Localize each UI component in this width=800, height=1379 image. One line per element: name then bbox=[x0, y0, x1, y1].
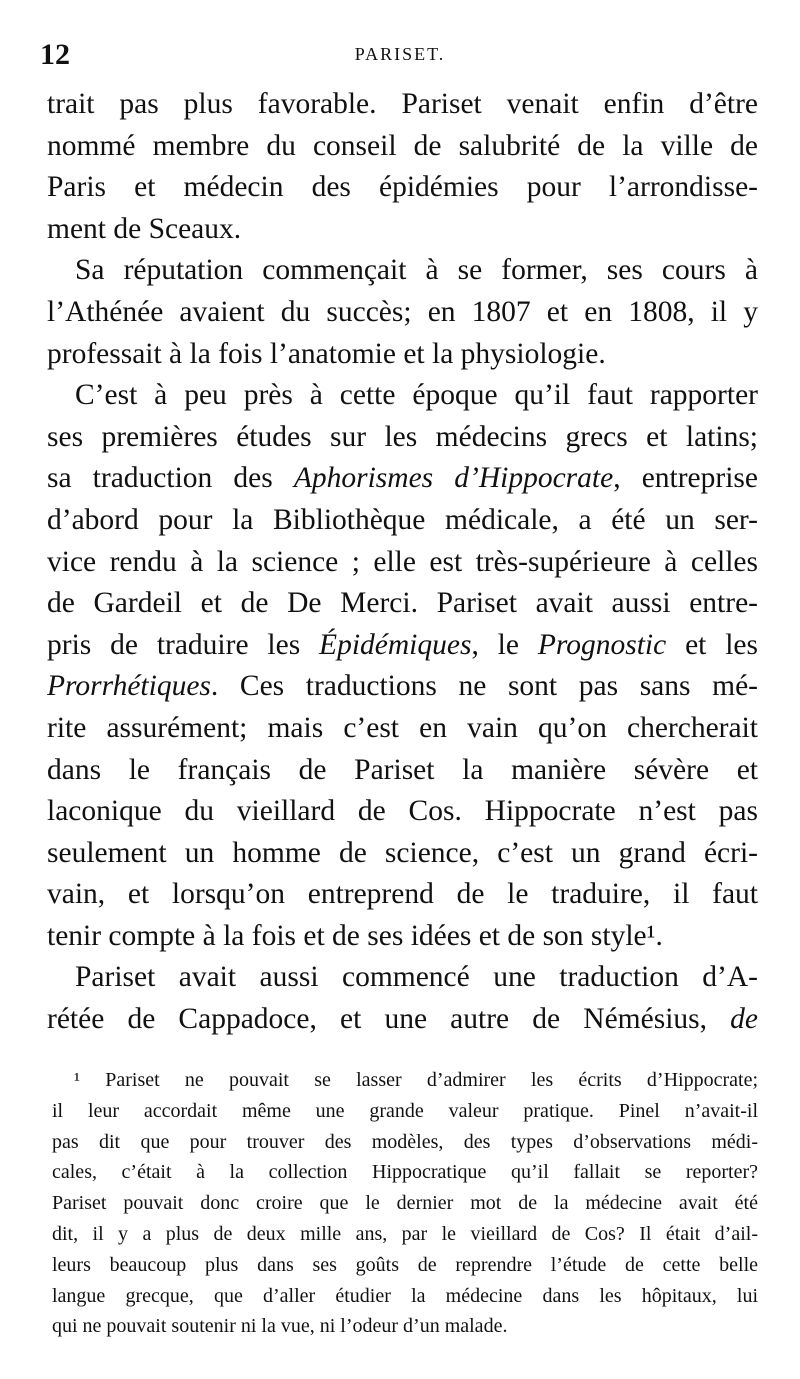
text-segment: C’est à peu près à cette époque qu’il faut rapporter bbox=[75, 379, 758, 412]
footnote-line: Pariset pouvait donc croire que le dernier mot de la médecine avait été bbox=[52, 1192, 758, 1215]
text-segment: vain, et lorsqu’on entreprend de le traduire, il faut bbox=[47, 878, 758, 911]
text-segment: , entreprise bbox=[613, 462, 758, 495]
footnote-line: leurs beaucoup plus dans ses goûts de reprendre l’étude de cette belle bbox=[52, 1253, 758, 1276]
body-line bbox=[47, 916, 758, 958]
body-line bbox=[47, 500, 758, 542]
text-segment: professait à la fois l’anatomie et la physiologie. bbox=[47, 337, 606, 370]
text-segment: nommé membre du conseil de salubrité de la ville de bbox=[47, 129, 758, 162]
body-line bbox=[47, 417, 758, 459]
body-line bbox=[47, 209, 758, 251]
text-segment: seulement un homme de science, c’est un grand écri- bbox=[47, 836, 758, 869]
footnote-line: langue grecque, que d’aller étudier la médecine dans les hôpitaux, lui bbox=[52, 1284, 758, 1307]
body-line bbox=[47, 874, 758, 916]
body-line bbox=[47, 957, 758, 999]
body-line bbox=[47, 292, 758, 334]
body-line bbox=[47, 583, 758, 625]
text-segment: de Gardeil et de De Merci. Pariset avait aussi entre- bbox=[47, 587, 758, 620]
body-line bbox=[47, 666, 758, 708]
body-text bbox=[47, 84, 758, 1041]
page-header bbox=[40, 38, 760, 78]
footnotes bbox=[52, 1065, 758, 1342]
body-line bbox=[47, 84, 758, 126]
footnote-line: pas dit que pour trouver des modèles, des types d’observations médi- bbox=[52, 1130, 758, 1153]
body-line bbox=[47, 750, 758, 792]
text-segment: trait pas plus favorable. Pariset venait enfin d’être bbox=[47, 88, 758, 120]
italic-title: Prognostic bbox=[537, 628, 667, 661]
body-line bbox=[47, 625, 758, 667]
footnote-line: dit, il y a plus de deux mille ans, par le vieillard de Cos? Il était d’ail- bbox=[52, 1222, 758, 1245]
body-line bbox=[47, 999, 758, 1041]
text-segment: ses premières études sur les médecins grecs et latins; bbox=[47, 420, 758, 453]
body-line bbox=[47, 250, 758, 292]
italic-title: de bbox=[730, 1003, 758, 1036]
text-segment: sa traduction des bbox=[47, 462, 294, 495]
body-line bbox=[47, 708, 758, 750]
text-segment: et les bbox=[666, 628, 758, 661]
text-segment: rétée de Cappadoce, et une autre de Némésius, bbox=[47, 1003, 731, 1036]
body-line bbox=[47, 126, 758, 168]
italic-title: Prorrhétiques bbox=[47, 670, 211, 703]
text-segment: Sa réputation commençait à se former, ses cours à bbox=[75, 254, 758, 287]
footnote-line: cales, c’était à la collection Hippocratique qu’il fallait se reporter? bbox=[52, 1161, 758, 1184]
running-head: PARISET. bbox=[354, 44, 446, 64]
text-segment: laconique du vieillard de Cos. Hippocrate n’est pas bbox=[47, 795, 758, 828]
text-segment: dans le français de Pariset la manière sévère et bbox=[47, 753, 758, 786]
text-segment: d’abord pour la Bibliothèque médicale, a été un ser- bbox=[47, 503, 758, 536]
body-line bbox=[47, 542, 758, 584]
text-segment: . Ces traductions ne sont pas sans mé- bbox=[210, 670, 758, 703]
text-segment: tenir compte à la fois et de ses idées et de son style¹. bbox=[47, 919, 663, 952]
body-line bbox=[47, 791, 758, 833]
text-segment: Paris et médecin des épidémies pour l’arrondisse- bbox=[47, 171, 758, 204]
italic-title: Aphorismes d’Hippocrate bbox=[293, 462, 614, 495]
footnote-line: qui ne pouvait soutenir ni la vue, ni l’odeur d’un malade. bbox=[52, 1315, 508, 1338]
text-segment: , le bbox=[471, 628, 538, 661]
text-segment: Pariset avait aussi commencé une traduction d’A- bbox=[75, 961, 758, 994]
body-line bbox=[47, 167, 758, 209]
text-segment: pris de traduire les bbox=[47, 628, 320, 661]
text-segment: vice rendu à la science ; elle est très-supérieure à celles bbox=[47, 545, 758, 578]
body-line bbox=[47, 375, 758, 417]
text-segment: rite assurément; mais c’est en vain qu’on chercherait bbox=[47, 711, 758, 744]
text-segment: ment de Sceaux. bbox=[47, 212, 242, 245]
page-number: 12 bbox=[40, 38, 70, 71]
footnote-line: ¹ Pariset ne pouvait se lasser d’admirer les écrits d’Hippocrate; bbox=[74, 1069, 758, 1091]
footnote-line: il leur accordait même une grande valeur pratique. Pinel n’avait-il bbox=[52, 1099, 758, 1122]
italic-title: Épidémiques bbox=[319, 628, 472, 661]
body-line bbox=[47, 334, 758, 376]
body-line bbox=[47, 458, 758, 500]
body-line bbox=[47, 833, 758, 875]
text-segment: l’Athénée avaient du succès; en 1807 et en 1808, il y bbox=[47, 295, 758, 328]
